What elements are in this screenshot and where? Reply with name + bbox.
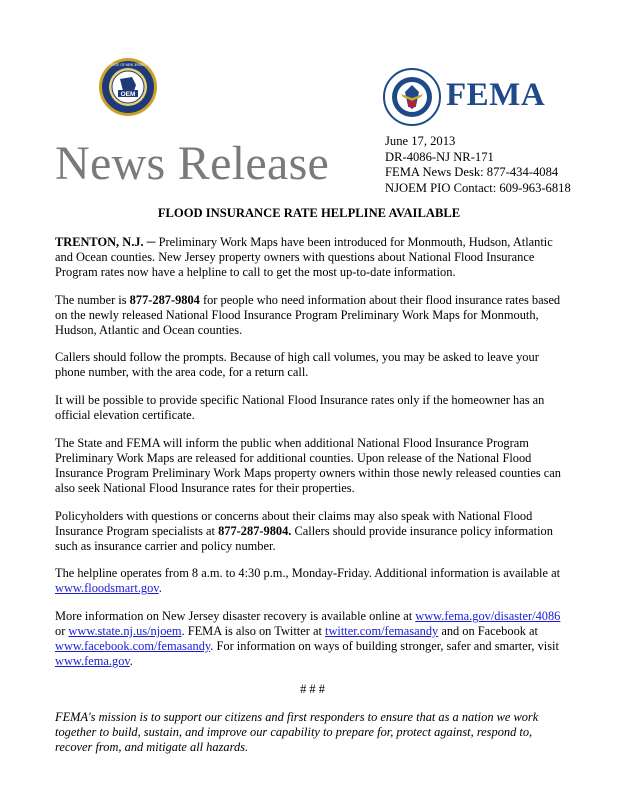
paragraph-1 [55,235,570,280]
fema-disaster-link[interactable]: www.fema.gov/disaster/4086 [415,609,561,624]
fema-news-desk: FEMA News Desk: 877-434-4084 [385,165,559,180]
oem-seal-ring-text: STATE OF NEW JERSEY [109,63,147,67]
njoem-pio-contact: NJOEM PIO Contact: 609-963-6818 [385,180,571,195]
nj-oem-seal-icon [98,57,158,117]
end-marks: # # # [300,681,325,696]
specialist-phone: 877-287-9804. [218,523,292,538]
paragraph-2 [55,293,570,338]
release-date: June 17, 2013 [385,134,456,148]
fema-logo-text: FEMA [446,77,546,113]
paragraph-7-text-b: . [158,581,162,596]
paragraph-4: It will be possible to provide specific National Flood Insurance rates only if the homeowner has an official elevation certificate. [55,393,545,423]
paragraph-5: The State and FEMA will inform the public when additional National Flood Insurance Program Preliminary Work Maps are released for additional counties. Upon release of the National Flood Insurance Program Preliminary Work Maps property owners within those newly released counties can also seek National Flood Insurance rates for their properties. [55,436,561,495]
paragraph-8 [55,609,570,669]
floodsmart-link[interactable]: www.floodsmart.gov [55,581,159,596]
paragraph-6 [55,509,570,554]
paragraph-3: Callers should follow the prompts. Because of high call volumes, you may be asked to leave your phone number, with the area code, for a return call. [55,350,539,380]
dateline: TRENTON, N.J. ─ [55,235,156,249]
paragraph-8-text-a: More information on New Jersey disaster recovery is available online at [55,609,416,624]
twitter-link[interactable]: twitter.com/femasandy [325,624,439,639]
paragraph-7 [55,566,570,596]
page-title: News Release [55,137,330,190]
release-meta [385,134,571,196]
fema-gov-link[interactable]: www.fema.gov [55,653,130,668]
release-body [55,235,570,767]
headline: FLOOD INSURANCE RATE HELPLINE AVAILABLE [157,206,461,220]
paragraph-6-text-b: Callers should provide insurance policy information such as insurance carrier and policy number. [55,523,553,553]
paragraph-2-text-b: for people who need information about their flood insurance rates based on the newly released National Flood Insurance Program Preliminary Work Maps for Monmouth, Hudson, Atlantic and Ocean counties. [55,292,561,337]
release-number: DR-4086-NJ NR-171 [385,149,494,164]
paragraph-2-text-a: The number is [55,292,130,307]
paragraph-8-text-f: . [129,653,133,668]
paragraph-8-text-e: . For information on ways of building stronger, safer and smarter, visit [210,639,559,654]
helpline-phone: 877-287-9804 [129,292,200,307]
fema-mission-statement: FEMA's mission is to support our citizens and first responders to ensure that as a nation we work together to build, sustain, and improve our capability to prepare for, protect against, respond to, recover from, and mitigate all hazards. [55,709,539,754]
oem-seal-text: OEM [120,91,136,98]
facebook-link[interactable]: www.facebook.com/femasandy [55,639,211,654]
dhs-seal-icon [383,68,441,126]
paragraph-1-text: Preliminary Work Maps have been introduced for Monmouth, Hudson, Atlantic and Ocean counties. New Jersey property owners with questions about National Flood Insurance Program rates now have a helpline to call to get the most up-to-date information. [55,235,553,279]
paragraph-8-text-b: or [55,624,69,639]
paragraph-6-text-a: Policyholders with questions or concerns about their claims may also speak with National Flood Insurance Program specialists at [55,508,533,538]
paragraph-8-text-c: . FEMA is also on Twitter at [181,624,325,639]
njoem-link[interactable]: www.state.nj.us/njoem [68,624,182,639]
paragraph-8-text-d: and on Facebook at [438,624,539,639]
paragraph-7-text-a: The helpline operates from 8 a.m. to 4:30 p.m., Monday-Friday. Additional information is available at [55,566,561,581]
